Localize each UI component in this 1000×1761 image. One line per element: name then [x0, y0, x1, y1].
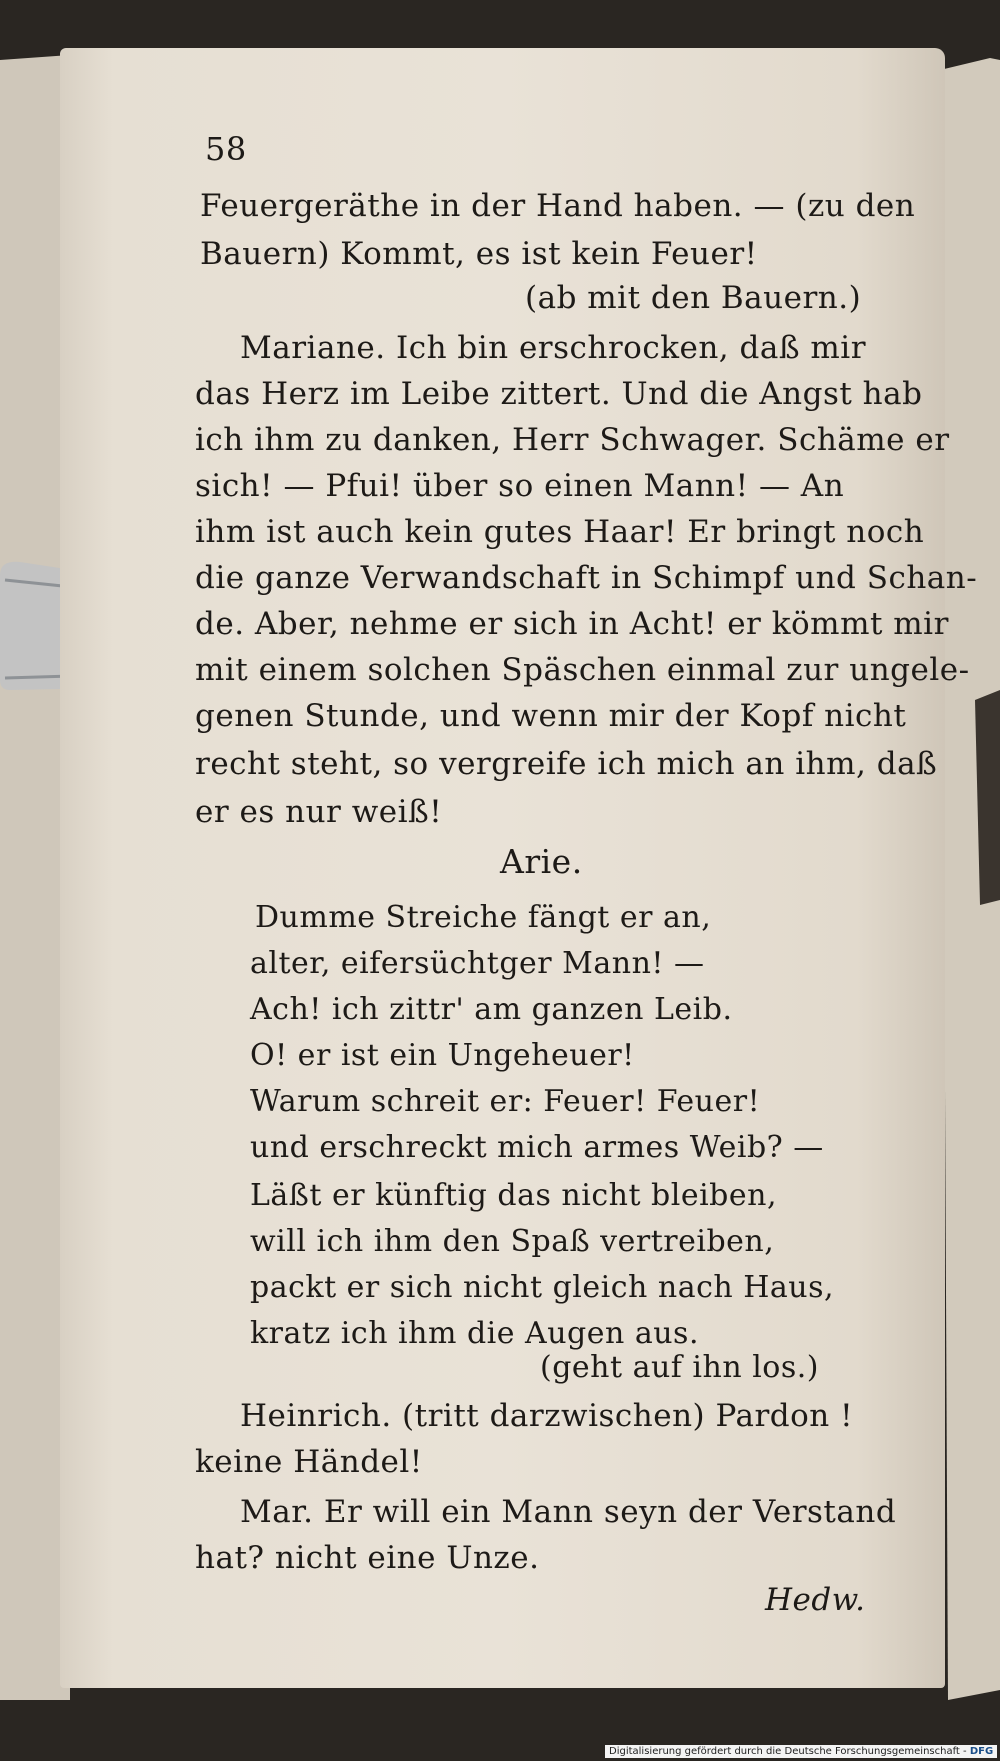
verse-line: und erschreckt mich armes Weib? — [250, 1130, 824, 1165]
prose-line: Mar. Er will ein Mann seyn der Verstand [240, 1494, 897, 1530]
prose-line: die ganze Verwandschaft in Schimpf und Schan- [195, 560, 978, 596]
prose-line: de. Aber, nehme er sich in Acht! er kömmt mir [195, 606, 949, 642]
catchword: Hedw. [765, 1582, 866, 1618]
stage-direction: (geht auf ihn los.) [540, 1350, 819, 1385]
dfg-logo: DFG [969, 1746, 994, 1757]
prose-line: genen Stunde, und wenn mir der Kopf nicht [195, 698, 907, 734]
verse-line: O! er ist ein Ungeheuer! [250, 1038, 635, 1073]
prose-line: Mariane. Ich bin erschrocken, daß mir [240, 330, 867, 366]
prose-line: ihm ist auch kein gutes Haar! Er bringt noch [195, 514, 925, 550]
digitization-footer [605, 1745, 997, 1758]
prose-line: hat? nicht eine Unze. [195, 1540, 540, 1576]
prose-line: ich ihm zu danken, Herr Schwager. Schäme er [195, 422, 950, 458]
prose-line: sich! — Pfui! über so einen Mann! — An [195, 468, 845, 504]
verse-line: Warum schreit er: Feuer! Feuer! [250, 1084, 761, 1119]
aria-heading: Arie. [500, 842, 583, 881]
verse-line: packt er sich nicht gleich nach Haus, [250, 1270, 835, 1305]
prose-line: Heinrich. (tritt darzwischen) Pardon ! [240, 1398, 854, 1434]
verse-line: Läßt er künftig das nicht bleiben, [250, 1178, 777, 1213]
verse-line: Ach! ich zittr' am ganzen Leib. [250, 992, 733, 1027]
prose-line: mit einem solchen Späschen einmal zur ungele- [195, 652, 970, 688]
verse-line: alter, eifersüchtger Mann! — [250, 946, 705, 981]
footer-text: Digitalisierung gefördert durch die Deutsche Forschungsgemeinschaft - [609, 1746, 967, 1757]
prose-line: recht steht, so vergreife ich mich an ihm, daß [195, 746, 938, 782]
verse-line: Dumme Streiche fängt er an, [255, 900, 712, 935]
prose-line: Bauern) Kommt, es ist kein Feuer! [200, 236, 758, 272]
prose-line: Feuergeräthe in der Hand haben. — (zu den [200, 188, 916, 224]
prose-line: das Herz im Leibe zittert. Und die Angst hab [195, 376, 923, 412]
prose-line: er es nur weiß! [195, 794, 443, 830]
prose-line: keine Händel! [195, 1444, 423, 1480]
verse-line: kratz ich ihm die Augen aus. [250, 1316, 699, 1351]
page-number: 58 [205, 130, 247, 168]
verse-line: will ich ihm den Spaß vertreiben, [250, 1224, 775, 1259]
prose-line: (ab mit den Bauern.) [525, 280, 862, 316]
